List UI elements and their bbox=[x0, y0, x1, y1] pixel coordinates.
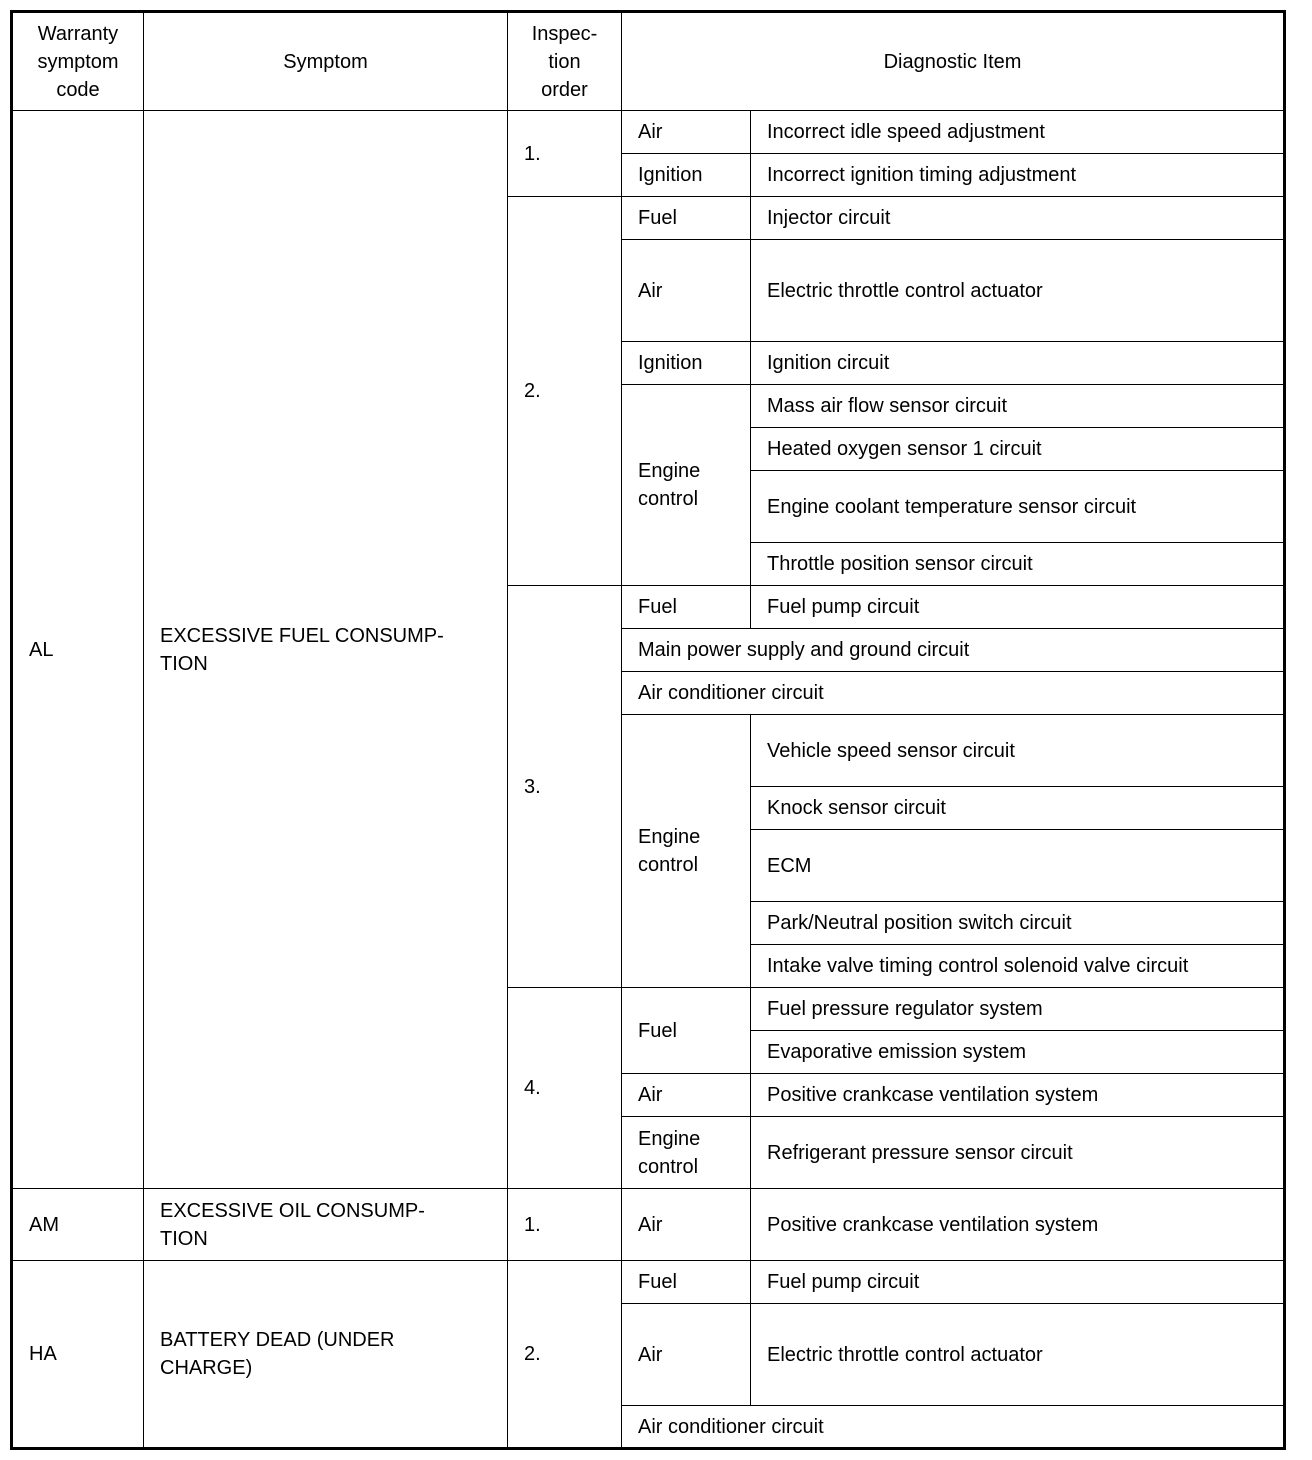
category: Engine control bbox=[622, 385, 751, 586]
symptom-code: AM bbox=[12, 1189, 144, 1261]
diagnostic-item: Incorrect ignition timing adjustment bbox=[751, 154, 1285, 197]
diagnostic-item: Evaporative emission system bbox=[751, 1031, 1285, 1074]
diagnostic-item: Throttle position sensor circuit bbox=[751, 543, 1285, 586]
diagnostic-item: Knock sensor circuit bbox=[751, 787, 1285, 830]
symptom-code: AL bbox=[12, 111, 144, 1189]
diagnostic-item: Ignition circuit bbox=[751, 342, 1285, 385]
diagnostic-table bbox=[10, 10, 1286, 1450]
diagnostic-item: Incorrect idle speed adjustment bbox=[751, 111, 1285, 154]
diagnostic-item: Air conditioner circuit bbox=[622, 672, 1285, 715]
category: Fuel bbox=[622, 988, 751, 1074]
diagnostic-item: Vehicle speed sensor circuit bbox=[751, 715, 1285, 787]
diagnostic-item: Electric throttle control actuator bbox=[751, 1304, 1285, 1406]
diagnostic-item: Electric throttle control actuator bbox=[751, 240, 1285, 342]
category: Ignition bbox=[622, 342, 751, 385]
diagnostic-item: Park/Neutral position switch circuit bbox=[751, 902, 1285, 945]
header-order: Inspec- tion order bbox=[508, 12, 622, 111]
diagnostic-item: Heated oxygen sensor 1 circuit bbox=[751, 428, 1285, 471]
table-row bbox=[12, 1261, 1285, 1304]
category: Engine control bbox=[622, 715, 751, 988]
category: Ignition bbox=[622, 154, 751, 197]
diagnostic-item: Refrigerant pressure sensor circuit bbox=[751, 1117, 1285, 1189]
table-row bbox=[12, 1189, 1285, 1261]
diagnostic-item: Positive crankcase ventilation system bbox=[751, 1189, 1285, 1261]
symptom-text: EXCESSIVE OIL CONSUMP- TION bbox=[144, 1189, 508, 1261]
inspection-order: 2. bbox=[508, 1261, 622, 1449]
diagnostic-item: Positive crankcase ventilation system bbox=[751, 1074, 1285, 1117]
header-symptom: Symptom bbox=[144, 12, 508, 111]
category: Fuel bbox=[622, 1261, 751, 1304]
diagnostic-item: Fuel pump circuit bbox=[751, 586, 1285, 629]
inspection-order: 3. bbox=[508, 586, 622, 988]
inspection-order: 1. bbox=[508, 111, 622, 197]
table-row bbox=[12, 111, 1285, 154]
diagnostic-item: Main power supply and ground circuit bbox=[622, 629, 1285, 672]
header-row bbox=[12, 12, 1285, 111]
category: Air bbox=[622, 111, 751, 154]
symptom-code: HA bbox=[12, 1261, 144, 1449]
diagnostic-item: Mass air flow sensor circuit bbox=[751, 385, 1285, 428]
symptom-text: BATTERY DEAD (UNDER CHARGE) bbox=[144, 1261, 508, 1449]
diagnostic-item: Intake valve timing control solenoid valve circuit bbox=[751, 945, 1285, 988]
inspection-order: 2. bbox=[508, 197, 622, 586]
category: Air bbox=[622, 1189, 751, 1261]
category: Fuel bbox=[622, 197, 751, 240]
symptom-text: EXCESSIVE FUEL CONSUMP- TION bbox=[144, 111, 508, 1189]
inspection-order: 4. bbox=[508, 988, 622, 1189]
diagnostic-item: Fuel pump circuit bbox=[751, 1261, 1285, 1304]
header-code: Warranty symptom code bbox=[12, 12, 144, 111]
diagnostic-item: Fuel pressure regulator system bbox=[751, 988, 1285, 1031]
inspection-order: 1. bbox=[508, 1189, 622, 1261]
category: Air bbox=[622, 1074, 751, 1117]
diagnostic-item: Engine coolant temperature sensor circuit bbox=[751, 471, 1285, 543]
diagnostic-item: Air conditioner circuit bbox=[622, 1406, 1285, 1449]
category: Air bbox=[622, 1304, 751, 1406]
category: Engine control bbox=[622, 1117, 751, 1189]
header-item: Diagnostic Item bbox=[622, 12, 1285, 111]
category: Fuel bbox=[622, 586, 751, 629]
category: Air bbox=[622, 240, 751, 342]
diagnostic-item: ECM bbox=[751, 830, 1285, 902]
diagnostic-item: Injector circuit bbox=[751, 197, 1285, 240]
